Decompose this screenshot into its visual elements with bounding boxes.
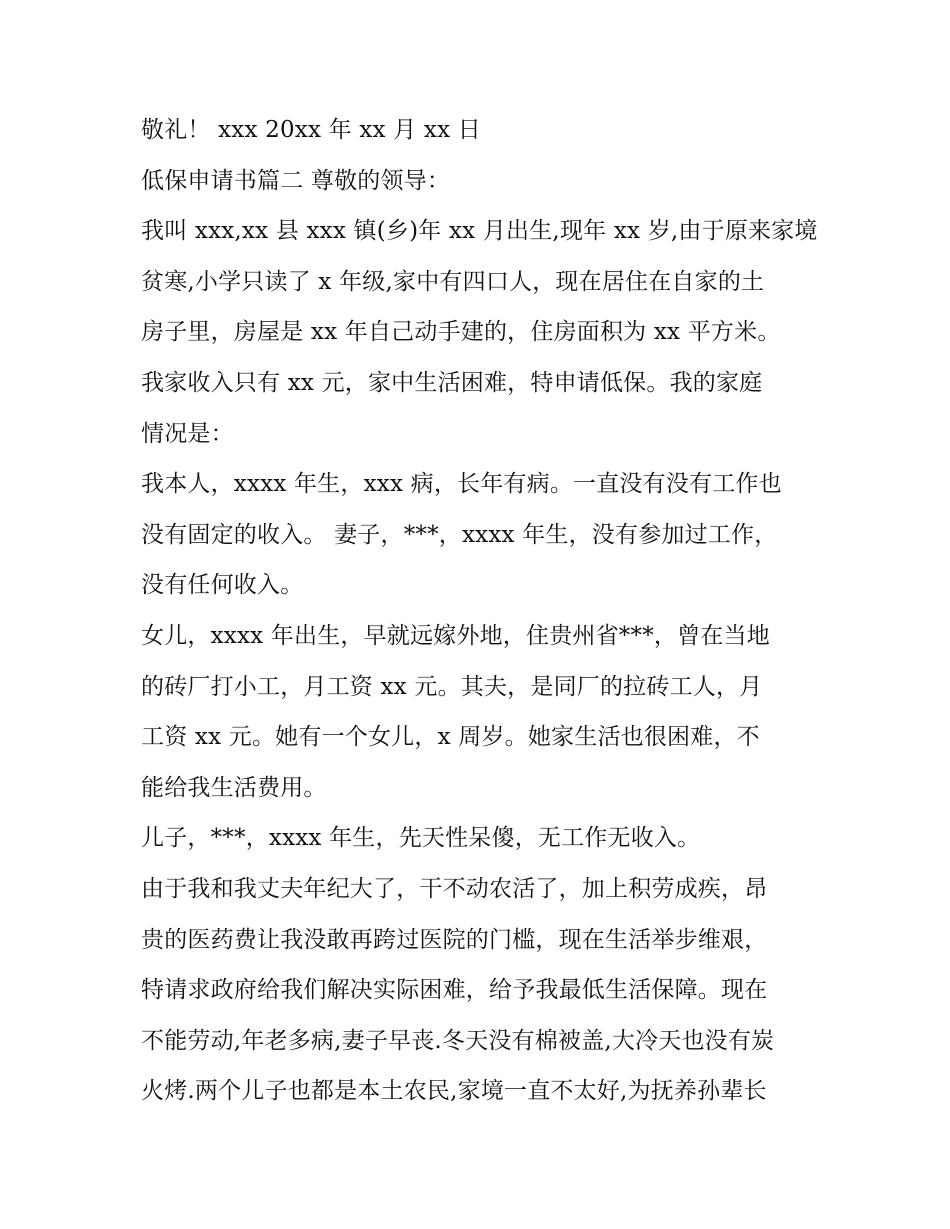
text-line: 能给我生活费用。 [141,774,327,801]
text-line: 我本人，xxxx 年生，xxx 病，长年有病。一直没有没有工作也 [141,471,782,498]
text-line-closing-date: 敬礼！ xxx 20xx 年 xx 月 xx 日 [141,117,481,143]
text-line: 我叫 xxx,xx 县 xxx 镇(乡)年 xx 月出生,现年 xx 岁,由于原来家境 [141,218,818,245]
text-line: 的砖厂打小工，月工资 xx 元。其夫，是同厂的拉砖工人，月 [141,673,763,700]
text-line: 房子里，房屋是 xx 年自己动手建的，住房面积为 xx 平方米。 [141,319,781,346]
text-line: 情况是： [141,420,234,447]
text-line: 我家收入只有 xx 元，家中生活困难，特申请低保。我的家庭 [141,369,763,396]
text-line: 不能劳动,年老多病,妻子早丧.冬天没有棉被盖,大冷天也没有炭 [141,1027,775,1054]
text-line: 贫寒,小学只读了 x 年级,家中有四口人，现在居住在自家的土 [141,268,765,295]
text-line: 特请求政府给我们解决实际困难，给予我最低生活保障。现在 [141,977,768,1004]
text-line-heading: 低保申请书篇二 尊敬的领导： [141,167,451,194]
text-line: 火烤.两个儿子也都是本土农民,家境一直不太好,为抚养孙辈长 [141,1078,767,1105]
document-body [141,108,821,1120]
text-line: 儿子，***，xxxx 年生，先天性呆傻，无工作无收入。 [141,825,701,852]
text-line: 女儿，xxxx 年出生，早就远嫁外地，住贵州省***，曾在当地 [141,622,770,649]
text-line: 由于我和我丈夫年纪大了，干不动农活了，加上积劳成疾，昂 [141,875,768,902]
text-line: 没有固定的收入。 妻子，***，xxxx 年生，没有参加过工作， [141,521,778,548]
text-line: 工资 xx 元。她有一个女儿，x 周岁。她家生活也很困难，不 [141,724,760,751]
text-line: 没有任何收入。 [141,572,304,599]
text-line: 贵的医药费让我没敢再跨过医院的门槛，现在生活举步维艰， [141,926,768,953]
